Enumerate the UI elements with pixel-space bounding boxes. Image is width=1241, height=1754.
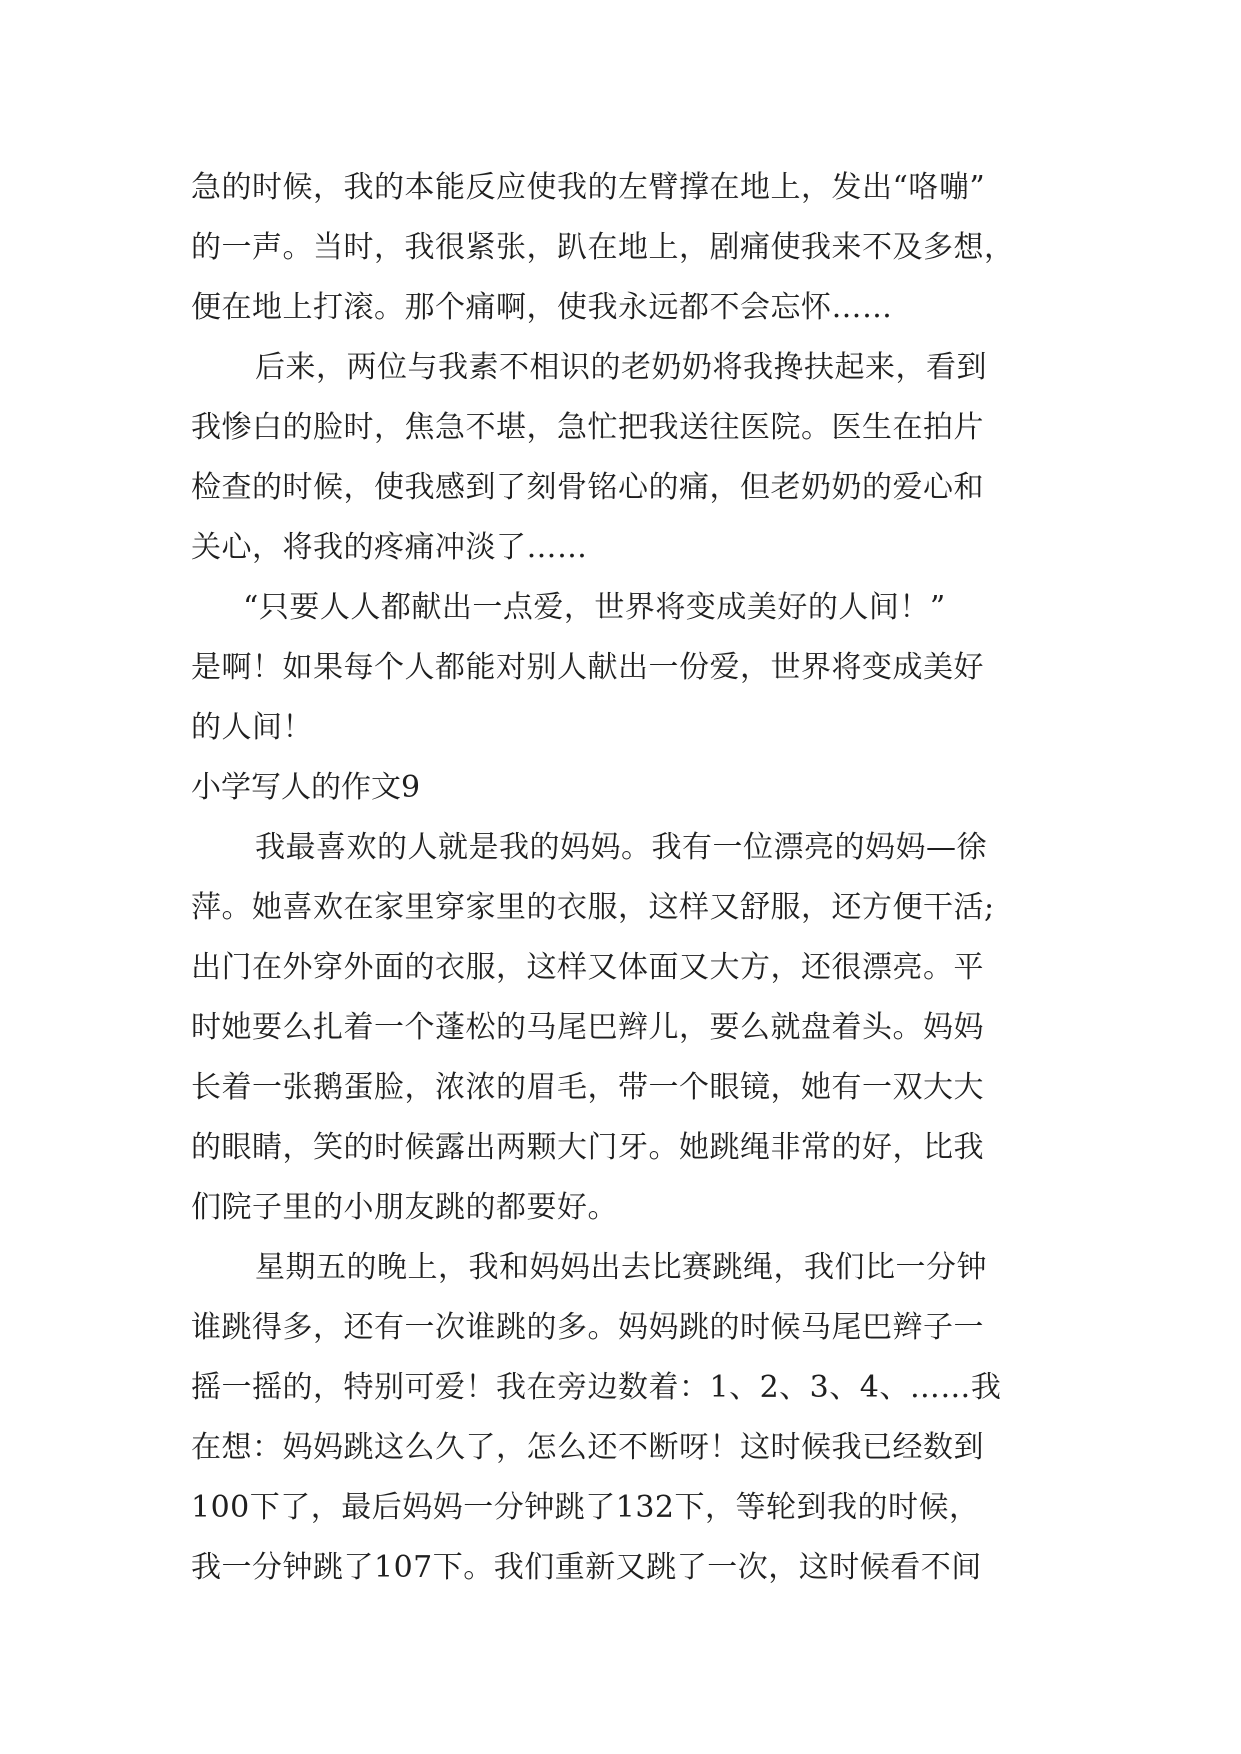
text-line: 的人间！: [191, 710, 313, 745]
text-line: 萍。她喜欢在家里穿家里的衣服，这样又舒服，还方便干活;: [191, 890, 995, 925]
text-column: [191, 158, 1051, 1598]
text-line: 摇一摇的，特别可爱！我在旁边数着：1、2、3、4、……我: [191, 1370, 1002, 1405]
text-line: 谁跳得多，还有一次谁跳的多。妈妈跳的时候马尾巴辫子一: [191, 1310, 984, 1345]
text-line: 长着一张鹅蛋脸，浓浓的眉毛，带一个眼镜，她有一双大大: [191, 1070, 984, 1105]
text-line: 关心，将我的疼痛冲淡了……: [191, 530, 588, 565]
text-line: 我最喜欢的人就是我的妈妈。我有一位漂亮的妈妈—徐: [255, 830, 987, 865]
text-line: 星期五的晚上，我和妈妈出去比赛跳绳，我们比一分钟: [255, 1250, 987, 1285]
text-line: 是啊！如果每个人都能对别人献出一份爱，世界将变成美好: [191, 650, 984, 685]
text-line: 的一声。当时，我很紧张，趴在地上，剧痛使我来不及多想，: [191, 230, 1015, 265]
text-line: 的眼睛，笑的时候露出两颗大门牙。她跳绳非常的好，比我: [191, 1130, 984, 1165]
text-line: “只要人人都献出一点爱，世界将变成美好的人间！”: [243, 590, 946, 625]
text-line: 便在地上打滚。那个痛啊，使我永远都不会忘怀……: [191, 290, 893, 325]
text-line: 们院子里的小朋友跳的都要好。: [191, 1190, 618, 1225]
text-line: 在想：妈妈跳这么久了，怎么还不断呀！这时候我已经数到: [191, 1430, 984, 1465]
text-line: 后来，两位与我素不相识的老奶奶将我搀扶起来，看到: [255, 350, 987, 385]
text-line: 检查的时候，使我感到了刻骨铭心的痛，但老奶奶的爱心和: [191, 470, 984, 505]
text-line: 100下了，最后妈妈一分钟跳了132下，等轮到我的时候，: [191, 1490, 980, 1525]
text-line: 急的时候，我的本能反应使我的左臂撑在地上，发出“咯嘣”: [191, 170, 986, 205]
section-heading: 小学写人的作文9: [191, 770, 421, 805]
text-line: 我一分钟跳了107下。我们重新又跳了一次，这时候看不间: [191, 1550, 982, 1585]
text-line: 时她要么扎着一个蓬松的马尾巴辫儿，要么就盘着头。妈妈: [191, 1010, 984, 1045]
text-line: 出门在外穿外面的衣服，这样又体面又大方，还很漂亮。平: [191, 950, 984, 985]
text-line: 我惨白的脸时，焦急不堪，急忙把我送往医院。医生在拍片: [191, 410, 984, 445]
